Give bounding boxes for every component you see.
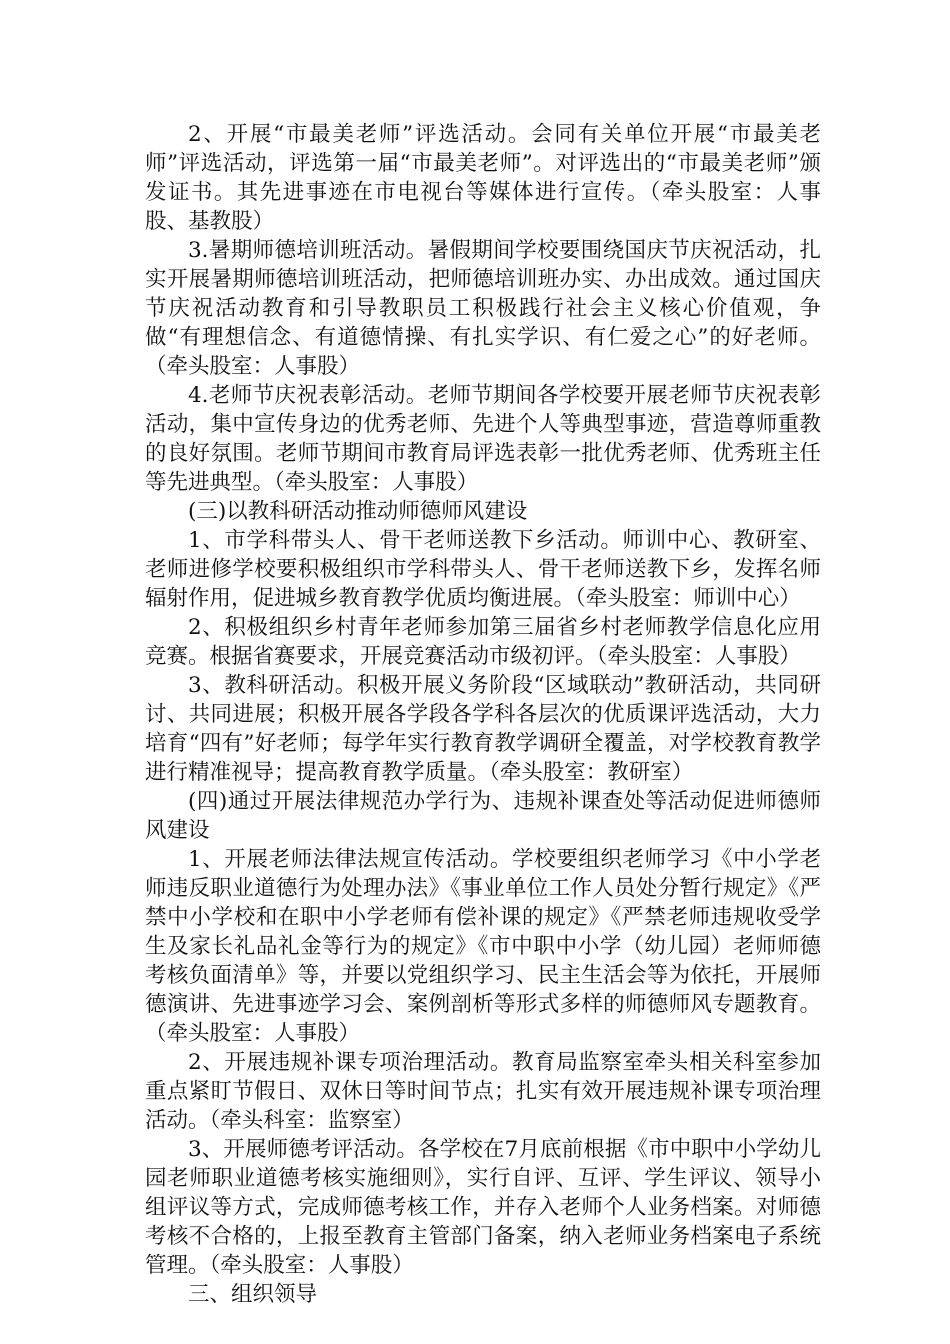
paragraph-summer-training: 3.暑期师德培训班活动。暑假期间学校要围绕国庆节庆祝活动，扎实开展暑期师德培训班活动，把师德培训班办实、办出成效。通过国庆节庆祝活动教育和引导教职员工积极践行社会主义核心价值观，争做“有理想信念、有道德情操、有扎实学识、有仁爱之心”的好老师。（牵头股室：人事股） (145, 238, 821, 379)
section-heading-law: (四)通过开展法律规范办学行为、违规补课查处等活动促进师德师风建设 (145, 789, 821, 843)
paragraph-tutoring-governance: 2、开展违规补课专项治理活动。教育局监察室牵头相关科室参加重点紧盯节假日、双休日等时间节点；扎实有效开展违规补课专项治理活动。（牵头科室：监察室） (145, 1050, 821, 1133)
paragraph-ethics-evaluation: 3、开展师德考评活动。各学校在7月底前根据《市中职中小学幼儿园老师职业道德考核实施细则》，实行自评、互评、学生评议、领导小组评议等方式，完成师德考核工作，并存入老师个人业务档案。对师德考核不合格的，上报至教育主管部门备案，纳入老师业务档案电子系统管理。（牵头股室：人事股） (145, 1137, 821, 1278)
document-page (145, 120, 821, 1309)
paragraph-teachers-day: 4.老师节庆祝表彰活动。老师节期间各学校要开展老师节庆祝表彰活动，集中宣传身边的优秀老师、先进个人等典型事迹，营造尊师重教的良好氛围。老师节期间市教育局评选表彰一批优秀老师、优秀班主任等先进典型。（牵头股室：人事股） (145, 383, 821, 495)
section-heading-organization: 三、组织领导 (188, 1282, 318, 1307)
paragraph-research-activities: 3、教科研活动。积极开展义务阶段“区域联动”教研活动，共同研讨、共同进展；积极开展各学段各学科各层次的优质课评选活动，大力培育“四有”好老师；每学年实行教育教学调研全覆盖，对学校教育教学进行精准视导；提高教育教学质量。（牵头股室：教研室） (145, 673, 821, 785)
paragraph-send-teaching: 1、市学科带头人、骨干老师送教下乡活动。师训中心、教研室、老师进修学校要积极组织市学科带头人、骨干老师送教下乡，发挥名师辐射作用，促进城乡教育教学优质均衡进展。（牵头股室：师训中心） (145, 528, 821, 611)
paragraph-rural-competition: 2、积极组织乡村青年老师参加第三届省乡村老师教学信息化应用竞赛。根据省赛要求，开展竞赛活动市级初评。（牵头股室：人事股） (145, 615, 821, 669)
paragraph-law-publicity: 1、开展老师法律法规宣传活动。学校要组织老师学习《中小学老师违反职业道德行为处理办法》《事业单位工作人员处分暂行规定》《严禁中小学校和在职中小学老师有偿补课的规定》《严禁老师违规收受学生及家长礼品礼金等行为的规定》《市中职中小学（幼儿园）老师师德考核负面清单》等，并要以党组织学习、民主生活会等为依托，开展师德演讲、先进事迹学习会、案例剖析等形式多样的师德师风专题教育。（牵头股室：人事股） (145, 847, 821, 1046)
paragraph-most-beautiful-teacher: 2、开展“市最美老师”评选活动。会同有关单位开展“市最美老师”评选活动，评选第一届“市最美老师”。对评选出的“市最美老师”颁发证书。其先进事迹在市电视台等媒体进行宣传。（牵头股室：人事股、基教股） (145, 122, 821, 234)
section-heading-research: (三)以教科研活动推动师德师风建设 (188, 499, 528, 524)
